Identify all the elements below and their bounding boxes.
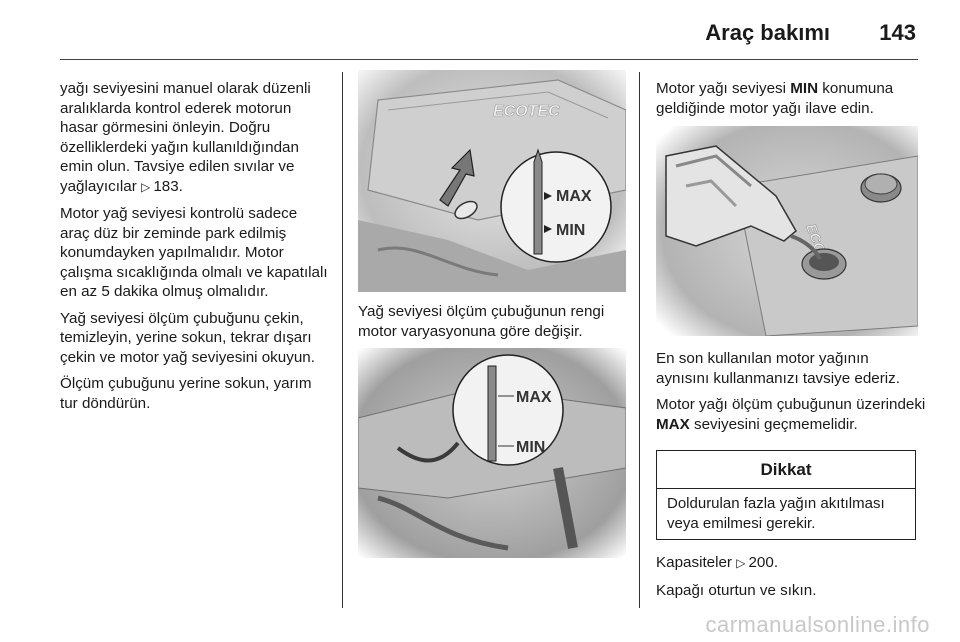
column-divider-left [342, 72, 343, 608]
right-column-middle [656, 349, 926, 441]
notice-text: Doldurulan fazla yağın akıtılması veya emilmesi gerekir. [667, 495, 885, 532]
page-header [0, 0, 960, 60]
right-column-top [656, 79, 926, 125]
paragraph: Motor yağ seviyesi kontrolü sadece araç düz bir zeminde park edilmiş konumdayken yapılmalıdır. Motor çalışma sıcaklığında olmalı ve kapatılalı en az 5 dakika olmuş olmalıdır. [60, 205, 328, 300]
max-keyword: MAX [656, 415, 690, 433]
column-divider-right [639, 72, 640, 608]
paragraph: Kapağı oturtun ve sıkın. [656, 581, 817, 599]
paragraph: Kapasiteler ▷ 200. [656, 554, 779, 571]
image-caption: Yağ seviyesi ölçüm çubuğunun rengi motor varyasyonuna göre değişir. [358, 303, 605, 340]
caution-notice [656, 450, 916, 540]
notice-title: Dikkat [657, 451, 915, 489]
min-keyword: MIN [790, 80, 819, 97]
section-title: Araç bakımı [705, 20, 830, 45]
reference-arrow-icon: ▷ [141, 179, 151, 194]
max-mark-label: MAX [556, 188, 592, 205]
engine-brand-label: ECOTEC [493, 103, 560, 120]
left-column [60, 79, 330, 420]
dipstick-variant-illustration [358, 348, 626, 558]
page-number: 143 [879, 20, 916, 45]
oil-filling-illustration [656, 126, 918, 336]
max-mark-label: MAX [516, 389, 552, 406]
dipstick-location-illustration [358, 70, 626, 292]
header-rule [60, 59, 918, 60]
paragraph: yağı seviyesini manuel olarak düzenli aralıklarda kontrol ederek motorun hasar görmesini önleyin. Doğru özelliklerdeki yağın kullanıldığından emin olun. Tavsiye edilen sıvılar ve yağlayıcılar ▷ 183. [60, 80, 311, 195]
paragraph: Motor yağı ölçüm çubuğunun üzerindeki MAX seviyesini geçmemelidir. [656, 396, 926, 433]
reference-arrow-icon: ▷ [736, 556, 746, 570]
right-column-bottom [656, 553, 926, 607]
paragraph: Motor yağı seviyesi MIN konumuna geldiğinde motor yağı ilave edin. [656, 80, 894, 117]
paragraph: Ölçüm çubuğunu yerine sokun, yarım tur döndürün. [60, 375, 312, 412]
watermark: carmanualsonline.info [705, 612, 930, 637]
paragraph: En son kullanılan motor yağının aynısını kullanmanızı tavsiye ederiz. [656, 350, 900, 387]
min-mark-label: MIN [516, 439, 546, 456]
paragraph: Yağ seviyesi ölçüm çubuğunu çekin, temizleyin, yerine sokun, tekrar dışarı çekin ve motor yağ seviyesini okuyun. [60, 309, 315, 366]
min-mark-label: MIN [556, 222, 586, 239]
